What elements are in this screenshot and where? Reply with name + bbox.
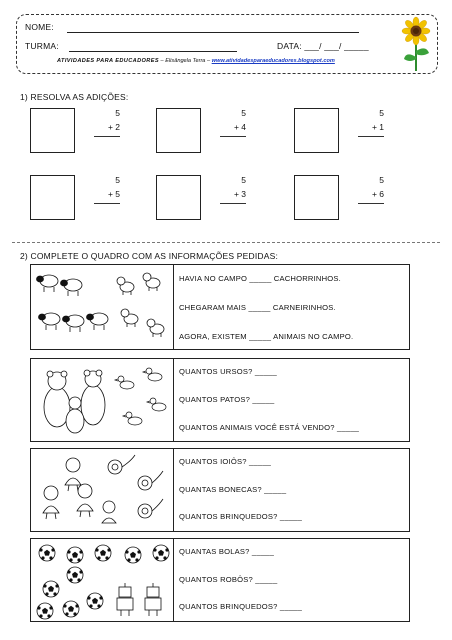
sum-line	[94, 203, 120, 204]
addend-bottom: + 6	[371, 189, 384, 199]
section2-title: 2) COMPLETE O QUADRO COM AS INFORMAÇÕES PEDIDAS:	[20, 251, 279, 261]
sum-line	[358, 203, 384, 204]
bears-and-ducks-illustration	[35, 363, 171, 437]
answer-box[interactable]	[294, 108, 339, 153]
soccer-ball-icon	[67, 567, 83, 583]
credit-site-link[interactable]: www.atividadesparaeducadores.blogspot.com	[211, 58, 335, 64]
addend-top: 5	[241, 175, 246, 185]
addend-bottom: + 1	[371, 122, 384, 132]
question-line: QUANTOS ROBÔS? _____	[179, 575, 278, 584]
soccer-ball-icon	[95, 545, 111, 561]
yoyo-icon	[108, 455, 135, 474]
answer-box[interactable]	[30, 175, 75, 220]
section1-title: 1) RESOLVA AS ADIÇÕES:	[20, 92, 129, 102]
dog-icon	[147, 319, 164, 337]
bear-icon	[81, 370, 105, 425]
question-line: QUANTAS BONECAS? _____	[179, 485, 287, 494]
answer-box[interactable]	[156, 175, 201, 220]
bear-icon	[66, 397, 84, 433]
soccer-ball-icon	[125, 547, 141, 563]
soccer-ball-icon	[39, 545, 55, 561]
data-label: DATA: ___/ ___/ _____	[277, 41, 369, 51]
duck-icon	[143, 368, 162, 381]
doll-icon	[43, 486, 59, 519]
panel-separator	[173, 539, 174, 621]
answer-box[interactable]	[30, 108, 75, 153]
yoyo-icon	[138, 471, 163, 490]
sum-line	[358, 136, 384, 137]
question-line: HAVIA NO CAMPO _____ CACHORRINHOS.	[179, 274, 341, 283]
robot-icon	[117, 583, 133, 616]
addend-bottom: + 5	[107, 189, 120, 199]
credit-brand: ATIVIDADES PARA EDUCADORES	[57, 58, 159, 64]
duck-icon	[115, 376, 134, 389]
soccer-ball-icon	[87, 593, 103, 609]
sunflower-icon	[399, 17, 433, 71]
credit-line	[57, 58, 417, 64]
addend-bottom: + 4	[233, 122, 246, 132]
answer-box[interactable]	[294, 175, 339, 220]
question-line: QUANTOS PATOS? _____	[179, 395, 275, 404]
dolls-and-yoyos-illustration	[35, 453, 171, 527]
sheep-icon	[39, 313, 61, 330]
sum-line	[220, 136, 246, 137]
soccer-ball-icon	[37, 603, 53, 619]
duck-icon	[147, 398, 166, 411]
soccer-ball-icon	[63, 601, 79, 617]
addend-top: 5	[379, 175, 384, 185]
header-box	[16, 14, 438, 74]
turma-label: TURMA:	[25, 41, 59, 51]
credit-author: – Elisângela Terra –	[158, 58, 212, 64]
question-line: QUANTOS BRINQUEDOS? _____	[179, 512, 303, 521]
panel-bears-ducks	[30, 358, 410, 442]
panel-dolls-yoyos	[30, 448, 410, 532]
addend-top: 5	[115, 175, 120, 185]
question-line: CHEGARAM MAIS _____ CARNEIRINHOS.	[179, 303, 336, 312]
addend-top: 5	[241, 108, 246, 118]
soccer-ball-icon	[153, 545, 169, 561]
answer-box[interactable]	[156, 108, 201, 153]
dog-icon	[143, 273, 160, 291]
question-line: QUANTAS BOLAS? _____	[179, 547, 275, 556]
question-line: QUANTOS IOIÔS? _____	[179, 457, 272, 466]
addend-top: 5	[379, 108, 384, 118]
addend-bottom: + 3	[233, 189, 246, 199]
question-line: QUANTOS BRINQUEDOS? _____	[179, 602, 303, 611]
soccer-ball-icon	[67, 547, 83, 563]
panel-balls-robots	[30, 538, 410, 622]
question-line: QUANTOS URSOS? _____	[179, 367, 277, 376]
robot-icon	[145, 583, 161, 616]
soccer-ball-icon	[43, 581, 59, 597]
balls-and-robots-illustration	[35, 543, 171, 617]
question-line: QUANTOS ANIMAIS VOCÊ ESTÁ VENDO? _____	[179, 423, 360, 432]
sheep-and-dogs-illustration	[35, 269, 171, 345]
dog-icon	[121, 309, 138, 327]
sheep-icon	[37, 275, 59, 292]
panel-separator	[173, 359, 174, 441]
section-divider	[12, 242, 440, 243]
nome-line	[67, 32, 359, 33]
sheep-icon	[87, 313, 109, 330]
question-line: AGORA, EXISTEM _____ ANIMAIS NO CAMPO.	[179, 332, 354, 341]
dog-icon	[117, 277, 134, 295]
doll-icon	[65, 458, 81, 491]
addend-bottom: + 2	[107, 122, 120, 132]
panel-separator	[173, 265, 174, 349]
duck-icon	[123, 412, 142, 425]
turma-line	[69, 51, 237, 52]
sum-line	[220, 203, 246, 204]
sheep-icon	[63, 315, 85, 332]
doll-icon	[102, 501, 116, 523]
sheep-icon	[61, 279, 83, 296]
panel-dogs-sheep	[30, 264, 410, 350]
nome-label: NOME:	[25, 22, 54, 32]
sum-line	[94, 136, 120, 137]
addend-top: 5	[115, 108, 120, 118]
yoyo-icon	[138, 499, 163, 518]
doll-icon	[77, 484, 93, 517]
panel-separator	[173, 449, 174, 531]
